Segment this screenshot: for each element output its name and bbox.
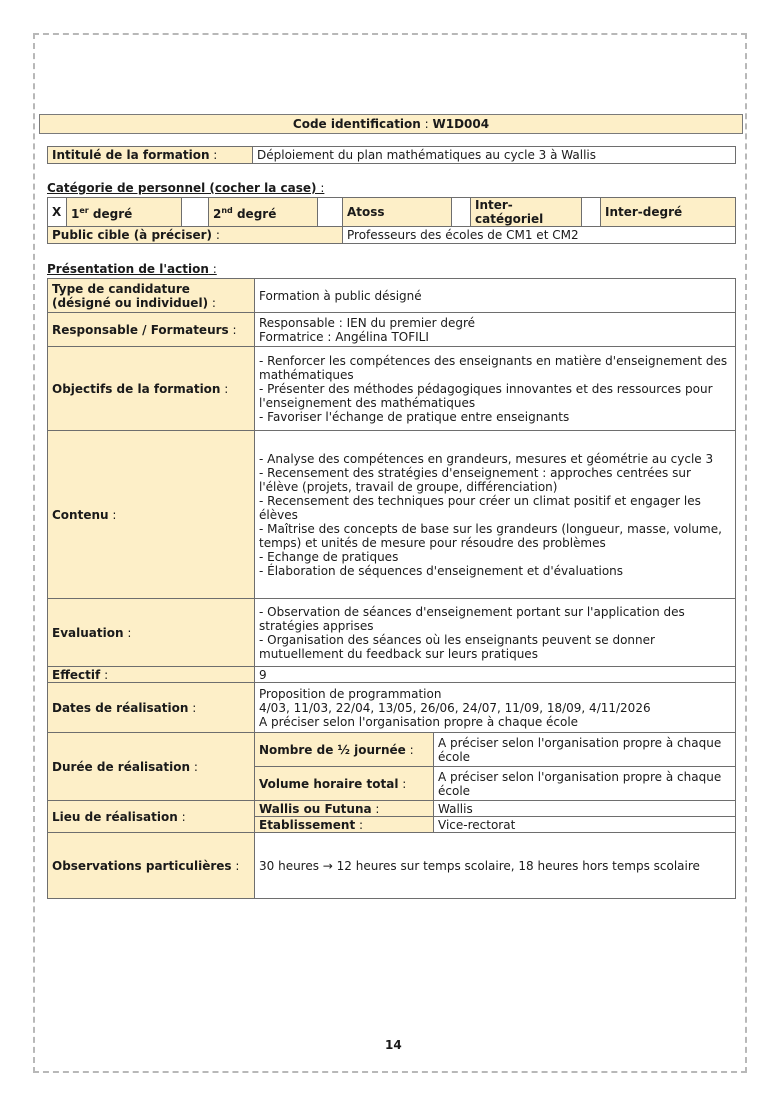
candidature-label: Type de candidature (désigné ou individuel) : — [48, 279, 255, 313]
list-item: - Favoriser l'échange de pratique entre enseignants — [259, 409, 570, 424]
evaluation-value — [255, 599, 736, 667]
list-item: - Présenter des méthodes pédagogiques innovantes et des ressources pour l'enseignement des mathématiques — [259, 381, 713, 410]
page-number: 14 — [385, 1038, 402, 1052]
categorie-title: Catégorie de personnel (cocher la case) : — [47, 181, 325, 195]
wallis-futuna-label: Wallis ou Futuna : — [255, 801, 434, 817]
list-item: - Observation de séances d'enseignement portant sur l'application des stratégies apprises — [259, 604, 685, 633]
code-label: Code identification — [292, 117, 421, 131]
volume-horaire-label: Volume horaire total : — [255, 767, 434, 801]
list-item: - Organisation des séances où les enseignants peuvent se donner mutuellement du feedback sur leurs pratiques — [259, 632, 655, 661]
observations-label: Observations particulières : — [48, 833, 255, 899]
list-item: - Élaboration de séquences d'enseignement et d'évaluations — [259, 563, 624, 578]
code-identification-box: Code identification : W1D004 — [39, 114, 743, 134]
evaluation-label: Evaluation : — [48, 599, 255, 667]
list-item: - Recensement des techniques pour créer un climat positif et engager les élèves — [259, 493, 701, 522]
dates-label: Dates de réalisation : — [48, 683, 255, 733]
volume-horaire-value: A préciser selon l'organisation propre à chaque école — [434, 767, 736, 801]
label-inter-categoriel: Inter-catégoriel — [471, 198, 582, 227]
presentation-title: Présentation de l'action : — [47, 262, 217, 276]
label-2nd-degre: 2nd degré — [209, 198, 318, 227]
contenu-value — [255, 431, 736, 599]
checkbox-inter-degre[interactable] — [582, 198, 601, 227]
label-atoss: Atoss — [343, 198, 452, 227]
duree-label: Durée de réalisation : — [48, 733, 255, 801]
checkbox-atoss[interactable] — [318, 198, 343, 227]
wallis-futuna-value: Wallis — [434, 801, 736, 817]
lieu-label: Lieu de réalisation : — [48, 801, 255, 833]
intitule-table — [47, 146, 736, 164]
public-cible-value: Professeurs des écoles de CM1 et CM2 — [343, 227, 736, 244]
observations-value: 30 heures → 12 heures sur temps scolaire, 18 heures hors temps scolaire — [255, 833, 736, 899]
effectif-label: Effectif : — [48, 667, 255, 683]
objectifs-value — [255, 347, 736, 431]
code-value: W1D004 — [432, 117, 490, 131]
public-cible-label: Public cible (à préciser) : — [48, 227, 343, 244]
checkbox-2nd-degre[interactable] — [182, 198, 209, 227]
responsable-label: Responsable / Formateurs : — [48, 313, 255, 347]
list-item: - Echange de pratiques — [259, 549, 399, 564]
label-1er-degre: 1er degré — [67, 198, 182, 227]
objectifs-label: Objectifs de la formation : — [48, 347, 255, 431]
label-inter-degre: Inter-degré — [601, 198, 736, 227]
list-item: - Renforcer les compétences des enseignants en matière d'enseignement des mathématiques — [259, 353, 728, 382]
intitule-label: Intitulé de la formation : — [48, 147, 253, 164]
list-item: - Analyse des compétences en grandeurs, mesures et géométrie au cycle 3 — [259, 451, 714, 466]
list-item: - Maîtrise des concepts de base sur les grandeurs (longueur, masse, volume, temps) et unités de mesure pour résoudre des problèmes — [259, 521, 722, 550]
intitule-value: Déploiement du plan mathématiques au cycle 3 à Wallis — [253, 147, 736, 164]
categorie-table — [47, 197, 736, 244]
responsable-value: Responsable : IEN du premier degré Formatrice : Angélina TOFILI — [255, 313, 736, 347]
contenu-label: Contenu : — [48, 431, 255, 599]
demi-journee-label: Nombre de ½ journée : — [255, 733, 434, 767]
effectif-value: 9 — [255, 667, 736, 683]
etablissement-value: Vice-rectorat — [434, 817, 736, 833]
candidature-value: Formation à public désigné — [255, 279, 736, 313]
checkbox-1er-degre[interactable]: X — [48, 198, 67, 227]
list-item: - Recensement des stratégies d'enseignement : approches centrées sur l'élève (projets, travail de groupe, différenciation) — [259, 465, 691, 494]
presentation-table — [47, 278, 736, 899]
etablissement-label: Etablissement : — [255, 817, 434, 833]
demi-journee-value: A préciser selon l'organisation propre à chaque école — [434, 733, 736, 767]
dates-value: Proposition de programmation 4/03, 11/03, 22/04, 13/05, 26/06, 24/07, 11/09, 18/09, 4/11/2026 A préciser selon l'organisation propre à chaque école — [255, 683, 736, 733]
checkbox-inter-categoriel[interactable] — [452, 198, 471, 227]
